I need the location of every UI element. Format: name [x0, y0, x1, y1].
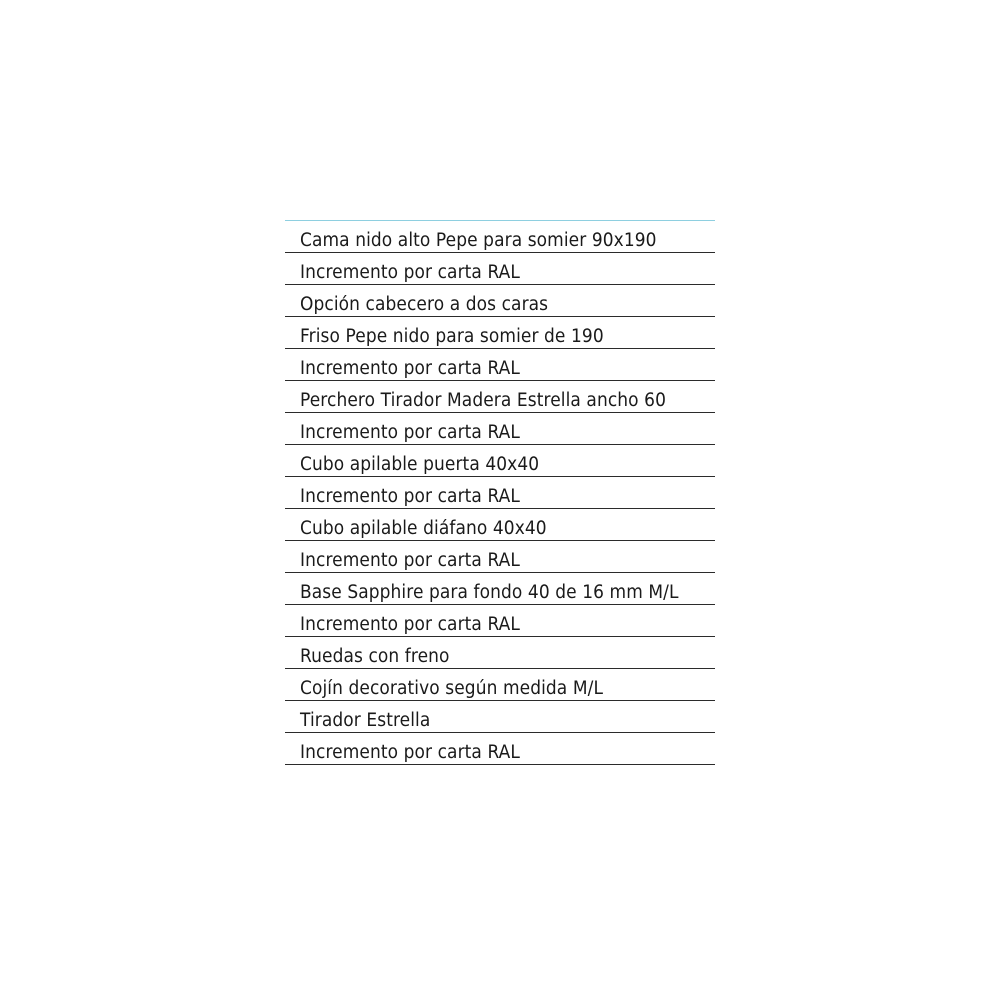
product-options-list [285, 220, 715, 765]
list-item [285, 701, 715, 733]
item-label: Incremento por carta RAL [300, 358, 520, 379]
item-label: Cama nido alto Pepe para somier 90x190 [300, 230, 657, 251]
list-item [285, 413, 715, 445]
item-label: Incremento por carta RAL [300, 486, 520, 507]
item-label: Base Sapphire para fondo 40 de 16 mm M/L [300, 582, 679, 603]
list-item [285, 669, 715, 701]
item-label: Incremento por carta RAL [300, 262, 520, 283]
item-label: Incremento por carta RAL [300, 614, 520, 635]
item-label: Opción cabecero a dos caras [300, 294, 549, 315]
list-item [285, 605, 715, 637]
item-label: Cubo apilable diáfano 40x40 [300, 518, 547, 539]
item-label: Incremento por carta RAL [300, 422, 520, 443]
list-item [285, 477, 715, 509]
item-label: Incremento por carta RAL [300, 550, 520, 571]
list-item [285, 253, 715, 285]
item-label: Incremento por carta RAL [300, 742, 520, 763]
item-label: Cubo apilable puerta 40x40 [300, 454, 540, 475]
item-label: Cojín decorativo según medida M/L [300, 678, 604, 699]
list-item [285, 445, 715, 477]
list-item [285, 573, 715, 605]
list-item [285, 509, 715, 541]
list-item [285, 349, 715, 381]
list-item [285, 221, 715, 253]
item-label: Friso Pepe nido para somier de 190 [300, 326, 604, 347]
list-item [285, 733, 715, 765]
item-label: Tirador Estrella [300, 710, 431, 731]
list-item [285, 541, 715, 573]
list-item [285, 381, 715, 413]
list-item [285, 285, 715, 317]
list-item [285, 317, 715, 349]
item-label: Perchero Tirador Madera Estrella ancho 60 [300, 390, 667, 411]
item-label: Ruedas con freno [300, 646, 450, 667]
list-item [285, 637, 715, 669]
